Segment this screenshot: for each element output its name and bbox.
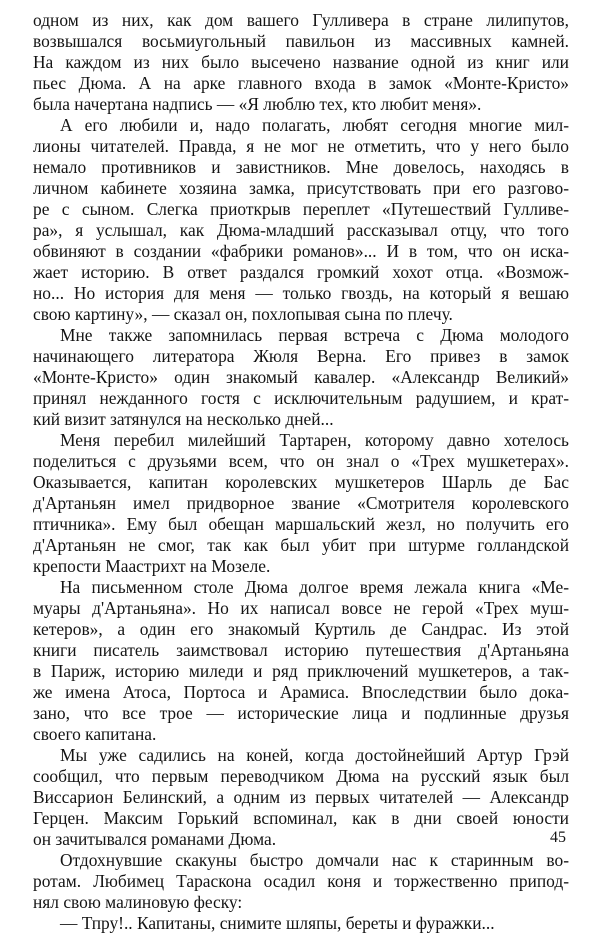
paragraph (33, 850, 569, 913)
text-line: На каждом из них было высечено название одной из книг или (33, 52, 569, 72)
paragraph (33, 745, 569, 850)
text-line: Герцен. Максим Горький вспоминал, как в дни своей юности (33, 808, 569, 828)
text-line: На письменном столе Дюма долгое время лежала книга «Ме- (60, 577, 569, 597)
text-line: птичника». Ему был обещан маршальский жезл, но получить его (33, 514, 569, 534)
text-line: поделиться с друзьями всем, что он знал о «Трех мушкетерах». (33, 451, 569, 471)
text-line: свою картину», — сказал он, похлопывая сына по плечу. (33, 304, 453, 324)
text-line: в Париж, историю миледи и ряд приключений мушкетеров, а так- (33, 661, 569, 681)
text-line: же имена Атоса, Портоса и Арамиса. Впоследствии было дока- (33, 682, 569, 702)
text-line: Отдохнувшие скакуны быстро домчали нас к старинным во- (60, 850, 569, 870)
text-line: жает историю. В ответ раздался громкий хохот отца. «Возмож- (33, 262, 569, 282)
text-line: лионы читателей. Правда, я не мог не отметить, что у него было (33, 136, 569, 156)
text-line: д'Артаньян имел придворное звание «Смотрителя королевского (33, 493, 569, 513)
text-line: Оказывается, капитан королевских мушкетеров Шарль де Бас (33, 472, 569, 492)
text-line: «Монте-Кристо» один знакомый кавалер. «Александр Великий» (33, 367, 569, 387)
text-line: он зачитывался романами Дюма. (33, 829, 277, 849)
text-line: личном кабинете хозяина замка, присутствовать при его разгово- (33, 178, 569, 198)
page-number: 45 (550, 829, 566, 846)
body-text (33, 10, 569, 934)
text-line: кетеров», а один его знакомый Куртиль де Сандрас. Из этой (33, 619, 569, 639)
text-line: ра», я услышал, как Дюма-младший рассказывал отцу, что того (33, 220, 569, 240)
text-line: ротам. Любимец Тараскона осадил коня и торжественно припод- (33, 871, 569, 891)
paragraph (33, 115, 569, 325)
text-line: зано, что все трое — исторические лица и подлинные друзья (33, 703, 569, 723)
text-line: немало противников и завистников. Мне довелось, находясь в (33, 157, 569, 177)
text-line: сообщил, что первым переводчиком Дюма на русский язык был (33, 766, 569, 786)
text-line: обвиняют в создании «фабрики романов»... И в том, что он иска- (33, 241, 569, 261)
text-line: Меня перебил милейший Тартарен, которому давно хотелось (60, 430, 569, 450)
text-line: принял нежданного гостя с исключительным радушием, и крат- (33, 388, 569, 408)
text-line: своего капитана. (33, 724, 157, 744)
text-line: д'Артаньян не смог, так как был убит при штурме голландской (33, 535, 569, 555)
text-line: пьес Дюма. А на арке главного входа в замок «Монте-Кристо» (33, 73, 569, 93)
text-line: нял свою малиновую феску: (33, 892, 243, 912)
paragraph (33, 430, 569, 577)
text-line: книги писатель заимствовал историю путешествия д'Артаньяна (33, 640, 569, 660)
text-line: Виссарион Белинский, а одним из первых читателей — Александр (33, 787, 569, 807)
text-line: одном из них, как дом вашего Гулливера в стране лилипутов, (33, 10, 569, 30)
paragraph (33, 913, 569, 934)
text-line: возвышался восьмиугольный павильон из массивных камней. (33, 31, 569, 51)
text-line: — Тпру!.. Капитаны, снимите шляпы, береты и фуражки... (60, 913, 495, 933)
text-line: Мы уже садились на коней, когда достойнейший Артур Грэй (60, 745, 569, 765)
paragraph (33, 325, 569, 430)
text-line: была начертана надпись — «Я люблю тех, кто любит меня». (33, 94, 482, 114)
text-line: крепости Маастрихт на Мозеле. (33, 556, 271, 576)
text-line: муары д'Артаньяна». Но их написал вовсе не герой «Трех муш- (33, 598, 569, 618)
text-line: Мне также запомнилась первая встреча с Дюма молодого (60, 325, 569, 345)
paragraph (33, 577, 569, 745)
text-line: но... Но история для меня — только гвоздь, на который я вешаю (33, 283, 569, 303)
text-line: кий визит затянулся на несколько дней... (33, 409, 334, 429)
text-line: начинающего литератора Жюля Верна. Его привез в замок (33, 346, 569, 366)
text-line: ре с сыном. Слегка приоткрыв переплет «Путешествий Гулливе- (33, 199, 569, 219)
paragraph (33, 10, 569, 115)
text-line: А его любили и, надо полагать, любят сегодня многие мил- (60, 115, 569, 135)
